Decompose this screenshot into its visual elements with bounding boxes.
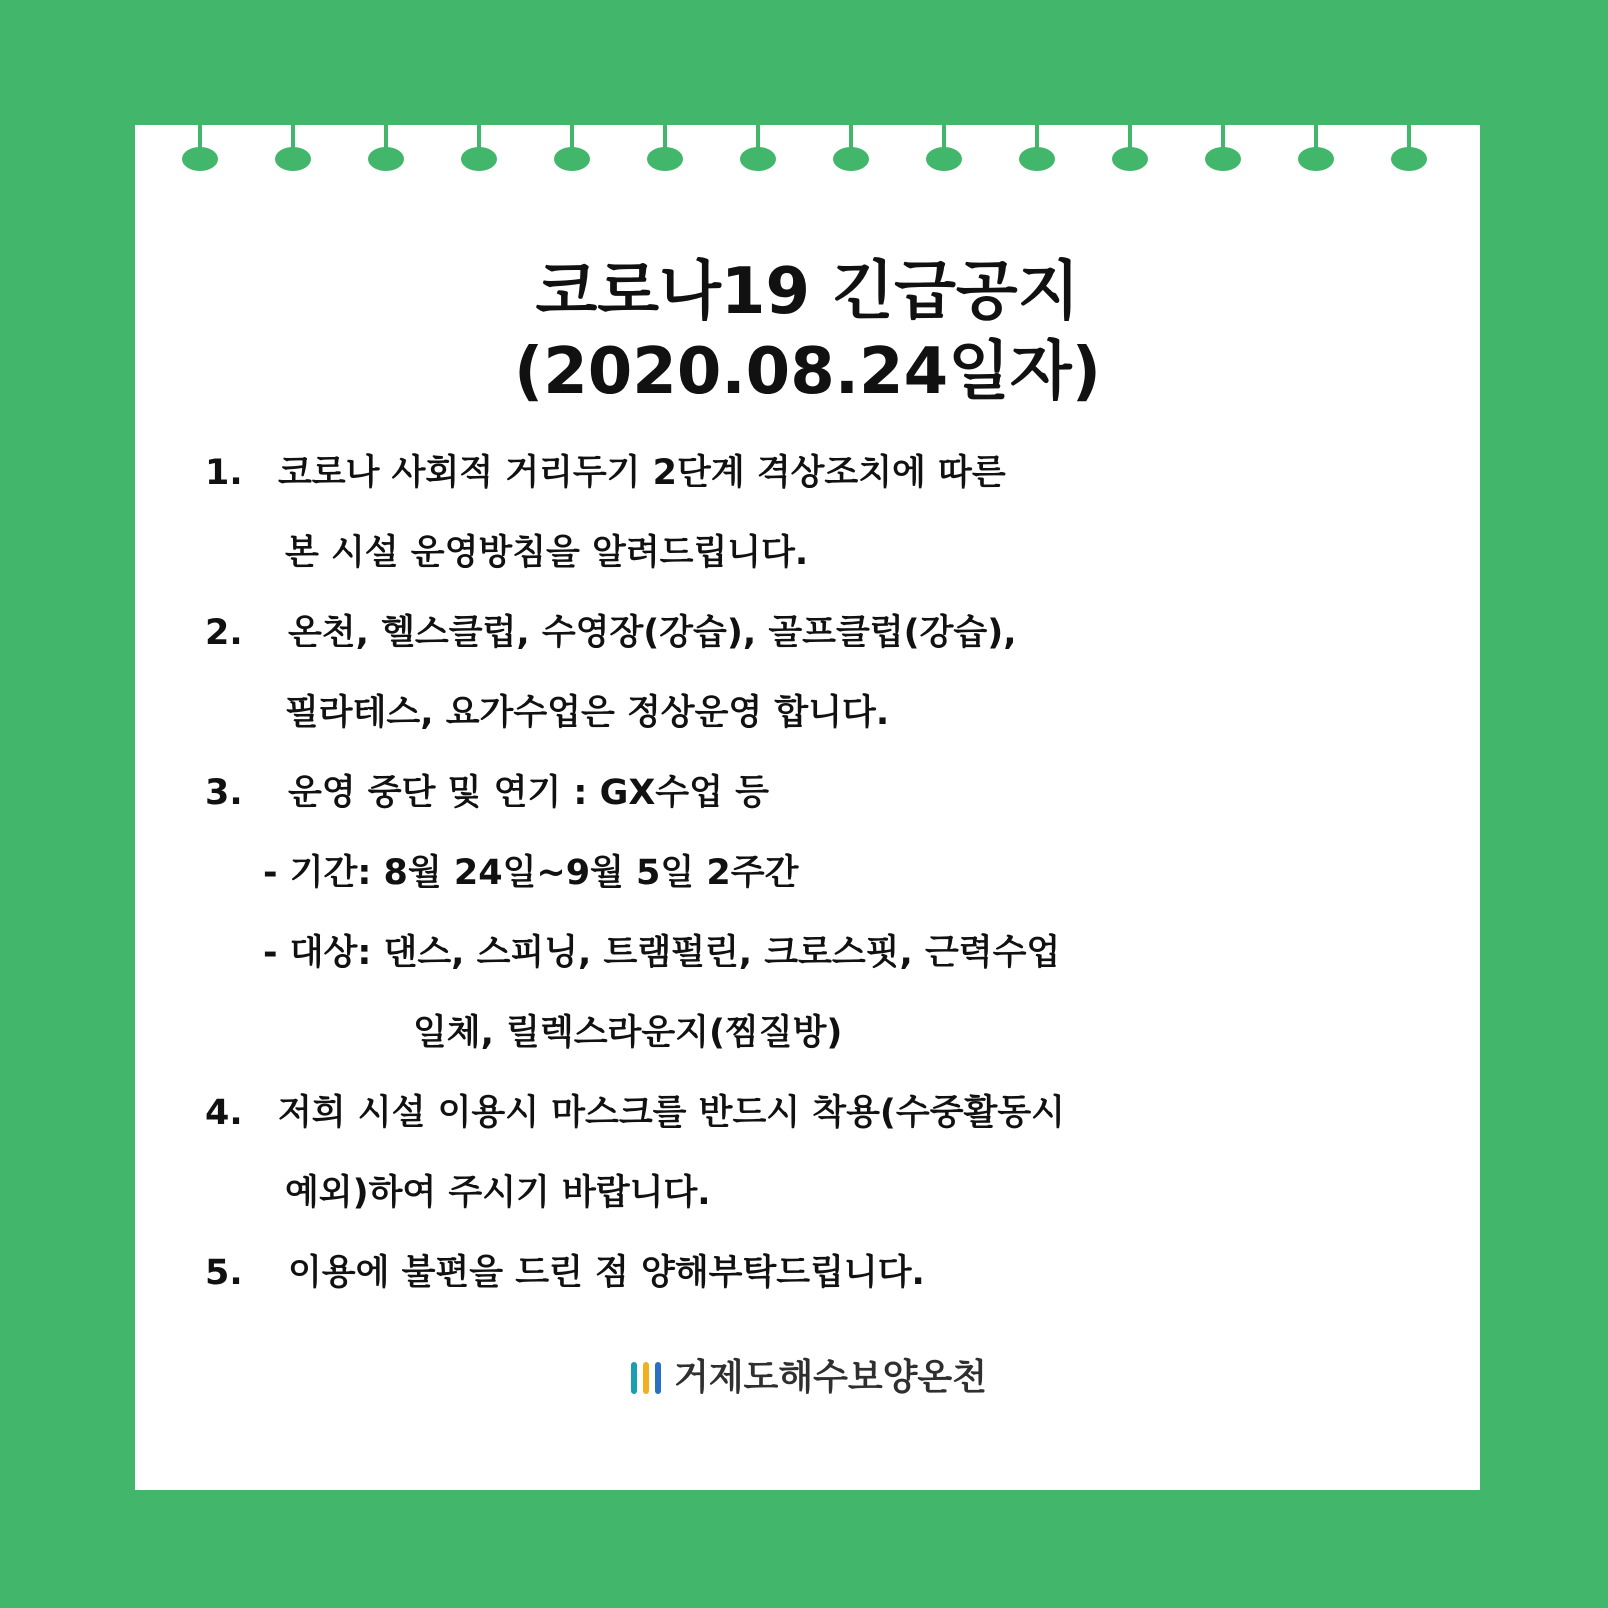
ring-icon — [552, 125, 592, 173]
item-number: 2. — [205, 613, 243, 653]
item-text: 예외)하여 주시기 바랍니다. — [285, 1173, 711, 1213]
notice-card — [135, 125, 1480, 1490]
item-text: 운영 중단 및 연기 : GX수업 등 — [288, 773, 769, 813]
ring-icon — [831, 125, 871, 173]
item-number: 5. — [205, 1253, 243, 1293]
footer-logo — [135, 1348, 1480, 1408]
item-number: 3. — [205, 773, 243, 813]
ring-icon — [180, 125, 220, 173]
item-text: 일체, 릴렉스라운지(찜질방) — [413, 1013, 843, 1053]
item-text: 본 시설 운영방침을 알려드립니다. — [285, 533, 809, 573]
item-text: - 기간: 8월 24일~9월 5일 2주간 — [263, 853, 799, 893]
item-text: 저희 시설 이용시 마스크를 반드시 착용(수중활동시 — [278, 1093, 1065, 1133]
item-number: 4. — [205, 1093, 243, 1133]
ring-icon — [924, 125, 964, 173]
ring-icon — [1017, 125, 1057, 173]
item-text: 코로나 사회적 거리두기 2단계 격상조치에 따른 — [278, 453, 1006, 493]
item-text: 온천, 헬스클럽, 수영장(강습), 골프클럽(강습), — [288, 613, 1017, 653]
item-text: - 대상: 댄스, 스피닝, 트램펄린, 크로스핏, 근력수업 — [263, 933, 1061, 973]
item-number: 1. — [205, 453, 243, 493]
notice-date: (2020.08.24일자) — [513, 335, 1102, 409]
item-text: 이용에 불편을 드린 점 양해부탁드립니다. — [288, 1253, 925, 1293]
ring-icon — [1296, 125, 1336, 173]
resort-logo-icon — [628, 1358, 664, 1398]
ring-icon — [1203, 125, 1243, 173]
ring-icon — [273, 125, 313, 173]
ring-icon — [1389, 125, 1429, 173]
ring-icon — [738, 125, 778, 173]
resort-name: 거제도해수보양온천 — [674, 1357, 987, 1398]
ring-icon — [645, 125, 685, 173]
ring-icon — [366, 125, 406, 173]
item-text: 필라테스, 요가수업은 정상운영 합니다. — [285, 693, 890, 733]
binding-rings — [135, 125, 1480, 185]
ring-icon — [459, 125, 499, 173]
ring-icon — [1110, 125, 1150, 173]
notice-title: 코로나19 긴급공지 — [535, 255, 1080, 329]
